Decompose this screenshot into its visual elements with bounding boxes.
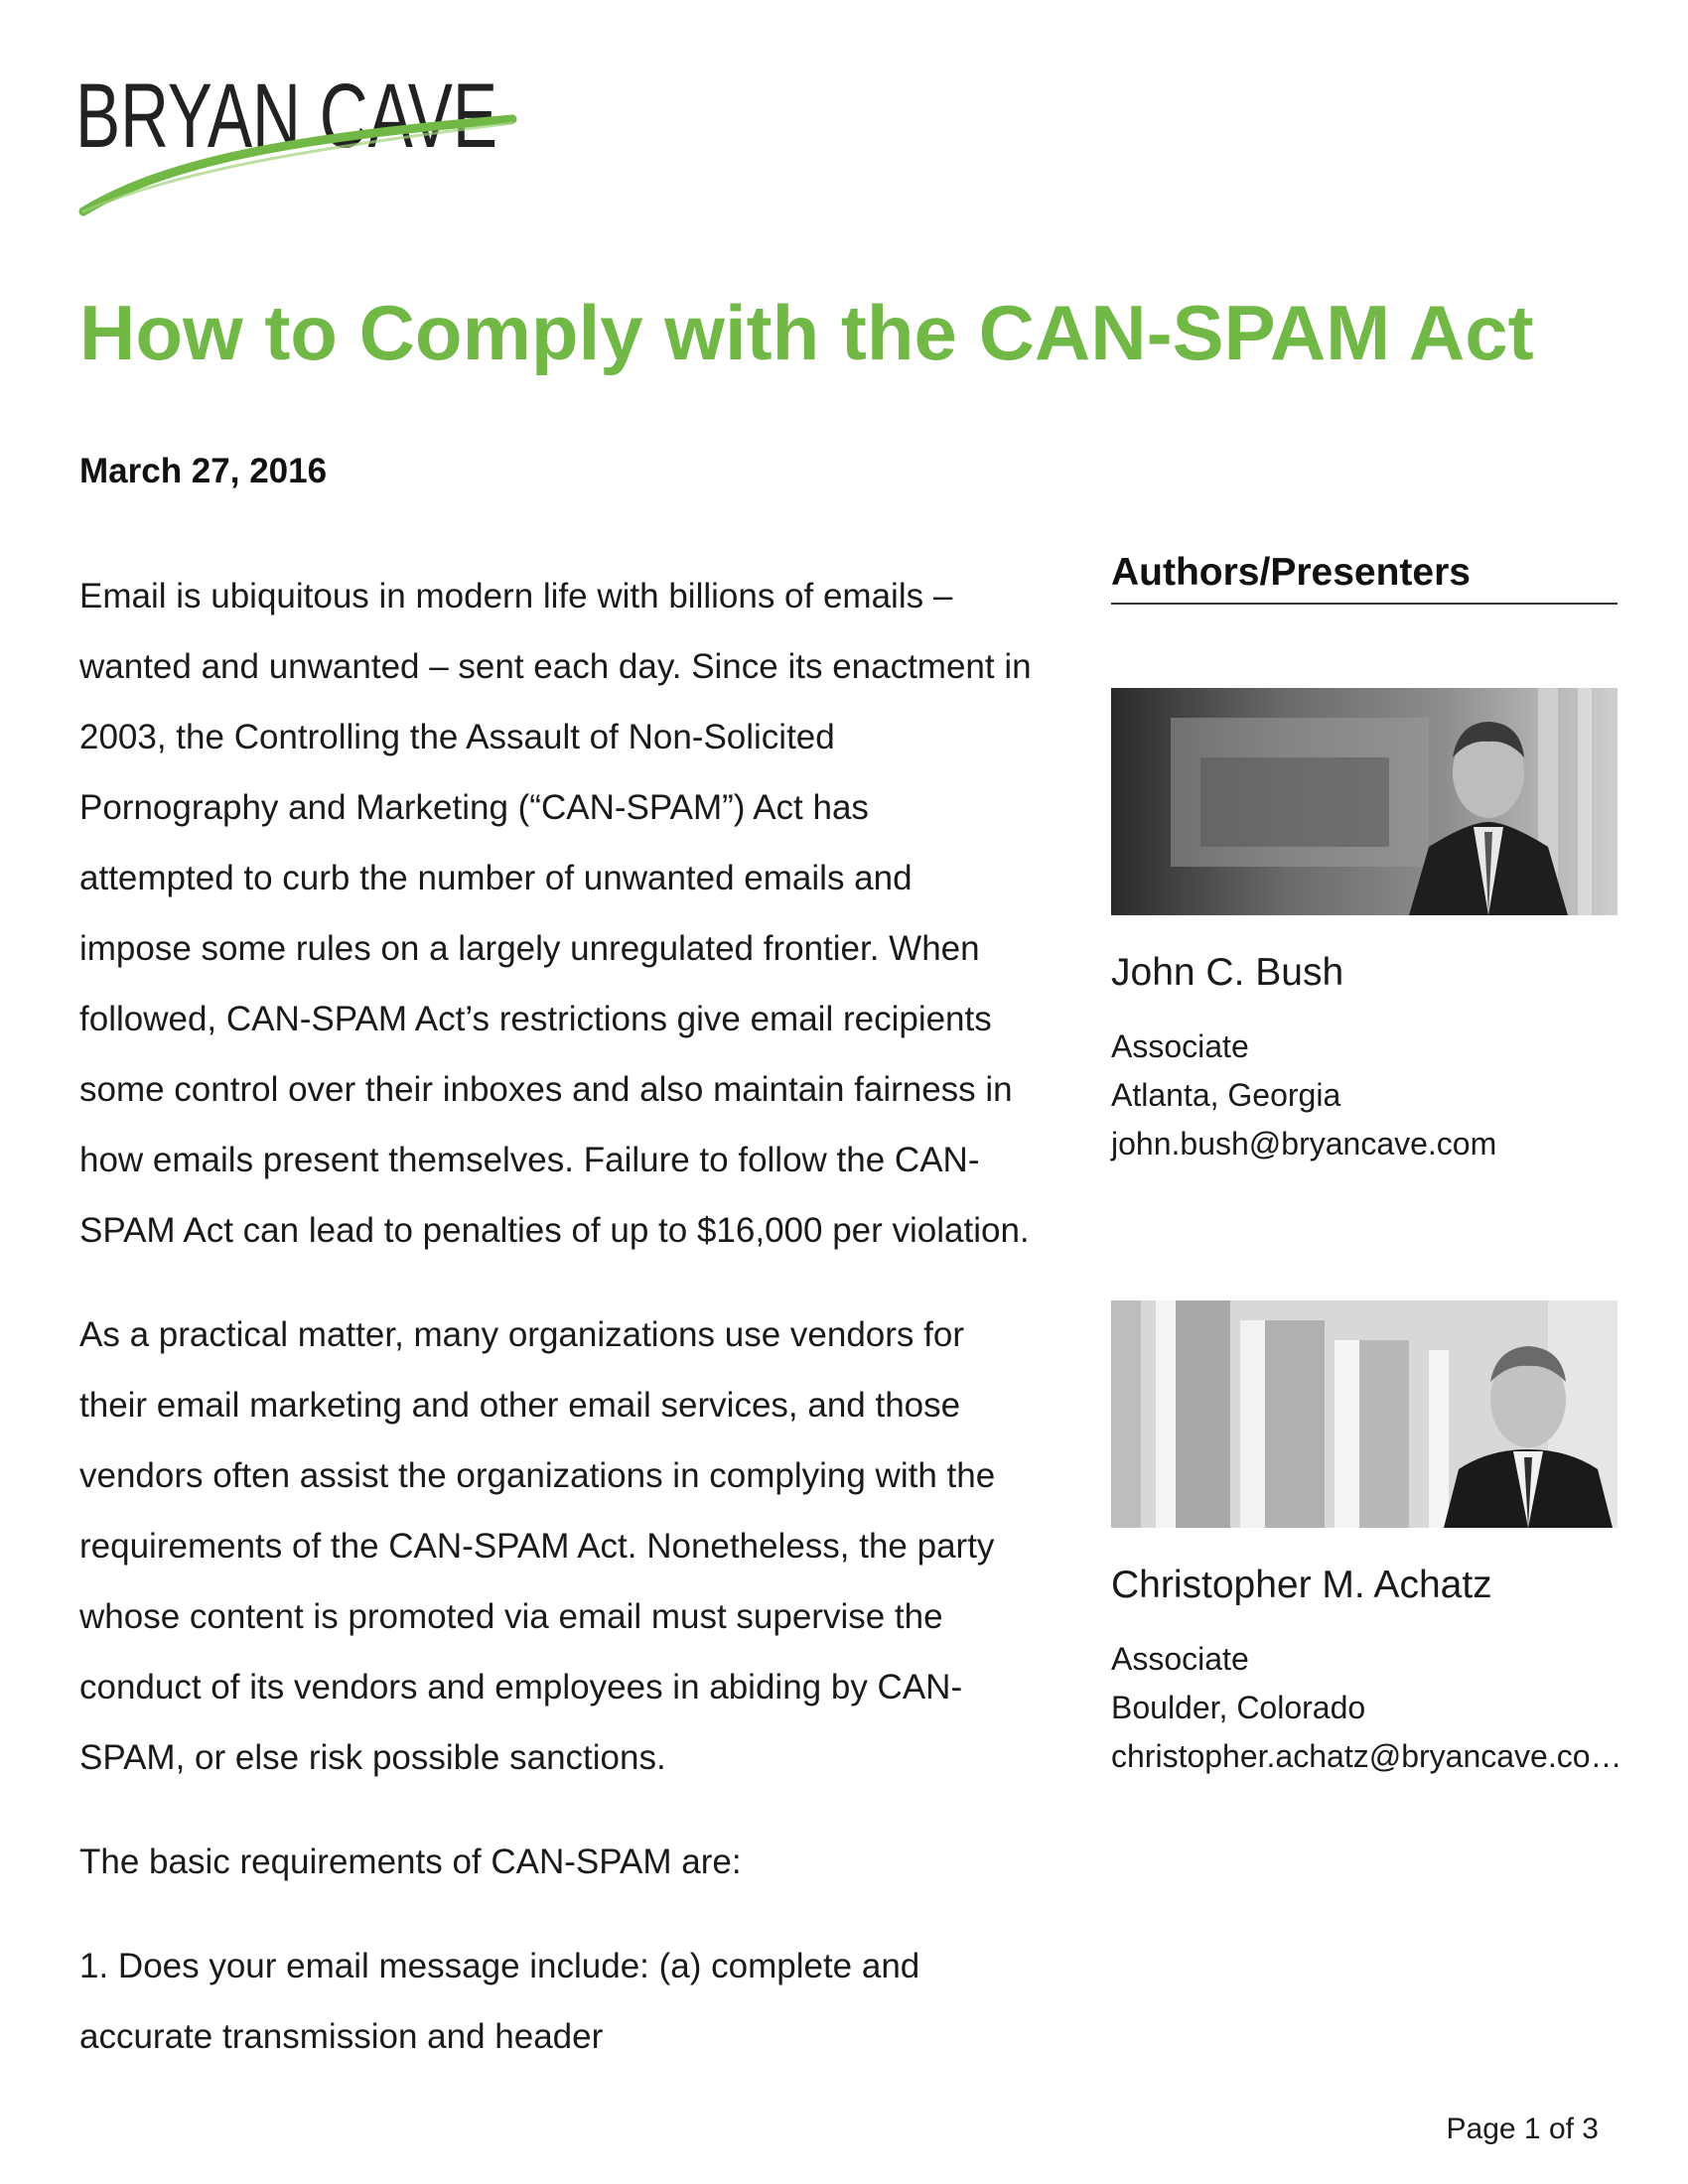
publication-date: March 27, 2016: [79, 452, 328, 490]
sidebar-heading: Authors/Presenters: [1111, 551, 1618, 605]
author-card: [1111, 1300, 1622, 1781]
logo-swoosh-graphic: [75, 68, 522, 216]
logo-wordmark: BRYAN CAVE: [75, 66, 497, 167]
author-details: [1111, 1635, 1622, 1781]
author-details: [1111, 1023, 1618, 1168]
article-paragraph: 1. Does your email message include: (a) complete and accurate transmission and header: [79, 1947, 920, 2056]
author-photo: [1111, 1300, 1618, 1528]
author-location: Boulder, Colorado: [1111, 1690, 1366, 1725]
author-card: [1111, 688, 1618, 1168]
article-body: [79, 561, 1033, 2106]
page-number: Page 1 of 3: [1446, 2113, 1599, 2145]
author-email-link[interactable]: christopher.achatz@bryancave.co…: [1111, 1738, 1622, 1774]
author-role: Associate: [1111, 1641, 1249, 1677]
author-photo: [1111, 688, 1618, 915]
article-paragraph: As a practical matter, many organizations use vendors for their email marketing and other email services, and those vendors often assist the organizations in complying with the requirements of the CAN-SPAM Act. Nonetheless, the party whose content is promoted via email must supervise the conduct of its vendors and employees in abiding by CAN-SPAM, or else risk possible sanctions.: [79, 1315, 996, 1777]
article-paragraph: Email is ubiquitous in modern life with billions of emails – wanted and unwanted – sent each day. Since its enactment in 2003, the Controlling the Assault of Non-Solicited Pornography and Marketing (“CAN-SPAM”) Act has attempted to curb the number of unwanted emails and impose some rules on a largely unregulated frontier. When followed, CAN-SPAM Act’s restrictions give email recipients some control over their inboxes and also maintain fairness in how emails present themselves. Failure to follow the CAN-SPAM Act can lead to penalties of up to $16,000 per violation.: [79, 577, 1032, 1250]
page-title: How to Comply with the CAN-SPAM Act: [79, 289, 1534, 376]
author-email-link[interactable]: john.bush@bryancave.com: [1111, 1126, 1497, 1161]
authors-sidebar: [1111, 551, 1622, 1774]
article-paragraph: The basic requirements of CAN-SPAM are:: [79, 1843, 742, 1881]
author-name: John C. Bush: [1111, 951, 1344, 994]
bryan-cave-logo: [75, 68, 522, 216]
author-name: Christopher M. Achatz: [1111, 1564, 1492, 1606]
author-location: Atlanta, Georgia: [1111, 1077, 1341, 1113]
author-role: Associate: [1111, 1028, 1249, 1064]
